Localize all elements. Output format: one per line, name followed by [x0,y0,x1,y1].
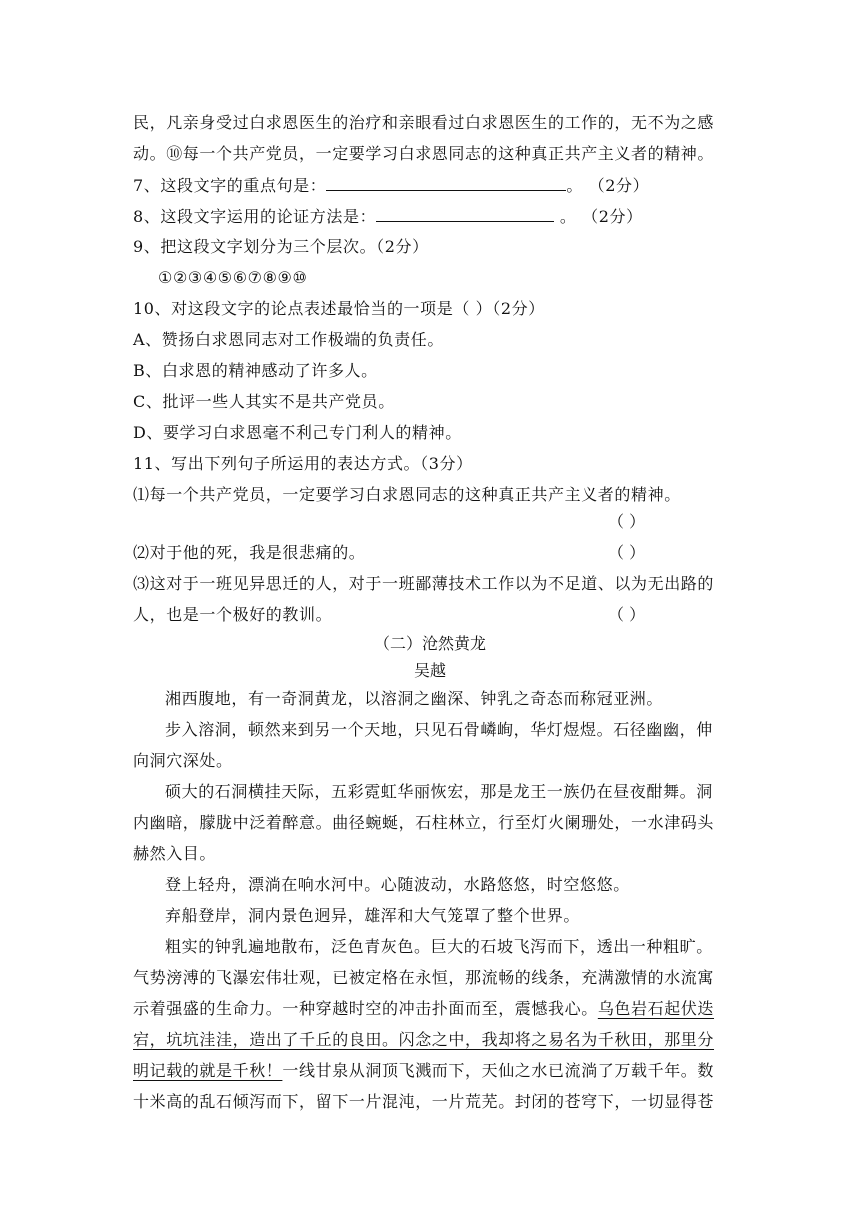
question-11-sentence-2: ⑵对于他的死，我是很悲痛的。 [133,543,366,562]
paragraph-line: 湘西腹地，有一奇洞黄龙，以溶洞之幽深、钟乳之奇态而称冠亚洲。 [165,689,664,708]
question-11: 11、写出下列句子所运用的表达方式。（3分） [133,454,473,473]
paragraph-line: 十米高的乱石倾泻而下，留下一片混沌，一片荒芜。封闭的苍穹下，一切显得苍 [133,1092,715,1111]
question-11-sentence-3: ⑶这对于一班见异思迁的人，对于一班鄙薄技术工作以为不足道、以为无出路的 [133,574,715,593]
sentence-numbers: ①②③④⑤⑥⑦⑧⑨⑩ [158,268,308,287]
question-11-sentence-3-cont: 人，也是一个极好的教训。 [133,605,333,624]
answer-blank-7[interactable] [326,174,566,191]
question-10: 10、对这段文字的论点表述最恰当的一项是（ ）（2分） [133,299,545,318]
underlined-sentence: 乌色岩石起伏迭 [597,999,715,1018]
option-c: C、批评一些人其实不是共产党员。 [133,392,395,411]
paragraph-line: 气势滂溥的飞瀑宏伟壮观，已被定格在永恒，那流畅的线条，充满激情的水流寓 [133,968,715,987]
passage-title: （二）沧然黄龙 [373,634,486,653]
option-b: B、白求恩的精神感动了许多人。 [133,361,378,380]
passage-author: 吴越 [413,661,446,680]
question-8-score: 。 （2分） [554,207,643,226]
option-a: A、赞扬白求恩同志对工作极端的负责任。 [133,330,444,349]
question-11-sentence-1: ⑴每一个共产党员，一定要学习白求恩同志的这种真正共产主义者的精神。 [133,485,681,504]
paragraph-text: 示着强盛的生命力。一种穿越时空的冲击扑面而至，震憾我心。 [133,999,598,1018]
answer-blank-8[interactable] [376,205,554,222]
paragraph-line: 硕大的石洞横挂天际，五彩霓虹华丽恢宏，那是龙王一族仍在昼夜酣舞。洞 [165,782,713,801]
paragraph-line: 粗实的钟乳遍地散布，泛色青灰色。巨大的石坡飞泻而下，透出一种粗旷。 [165,937,713,956]
passage-line: 动。⑩每一个共产党员，一定要学习白求恩同志的这种真正共产主义者的精神。 [133,144,715,163]
paragraph-line [133,998,733,1020]
paragraph-line [133,1060,733,1082]
question-7-score: 。 （2分） [566,176,650,195]
paragraph-line: 登上轻舟，漂淌在响水河中。心随波动，水路悠悠，时空悠悠。 [165,875,630,894]
paragraph-text: 一线甘泉从洞顶飞溅而下，天仙之水已流淌了万载千年。数 [282,1061,715,1080]
question-7 [133,174,733,197]
answer-paren-2[interactable]: （ ） [608,543,646,562]
underlined-sentence: 宕，坑坑洼洼，造出了千丘的良田。闪念之中，我却将之易名为千秋田，那里分 [133,1030,715,1049]
answer-paren-3[interactable]: （ ） [608,605,646,624]
paragraph-line: 步入溶洞，顿然来到另一个天地，只见石骨嶙峋，华灯煜煜。石径幽幽，伸 [165,720,713,739]
passage-line: 民，凡亲身受过白求恩医生的治疗和亲眼看过白求恩医生的工作的，无不为之感 [133,113,715,132]
paragraph-line: 向洞穴深处。 [133,751,233,770]
question-8-text: 8、这段文字运用的论证方法是： [133,207,377,226]
paragraph-line: 弃船登岸，洞内景色迥异，雄浑和大气笼罩了整个世界。 [165,906,581,925]
question-9: 9、把这段文字划分为三个层次。（2分） [133,237,429,256]
underlined-sentence: 明记载的就是千秋！ [133,1061,283,1080]
paragraph-line: 内幽暗，朦胧中泛着醉意。曲径蜿蜒，石柱林立，行至灯火阑珊处，一水津码头 [133,813,715,832]
question-8 [133,205,733,228]
option-d: D、要学习白求恩毫不利己专门利人的精神。 [133,423,462,442]
question-7-text: 7、这段文字的重点句是： [133,176,327,195]
answer-paren-1[interactable]: （ ） [608,512,646,531]
paragraph-line: 赫然入目。 [133,844,217,863]
